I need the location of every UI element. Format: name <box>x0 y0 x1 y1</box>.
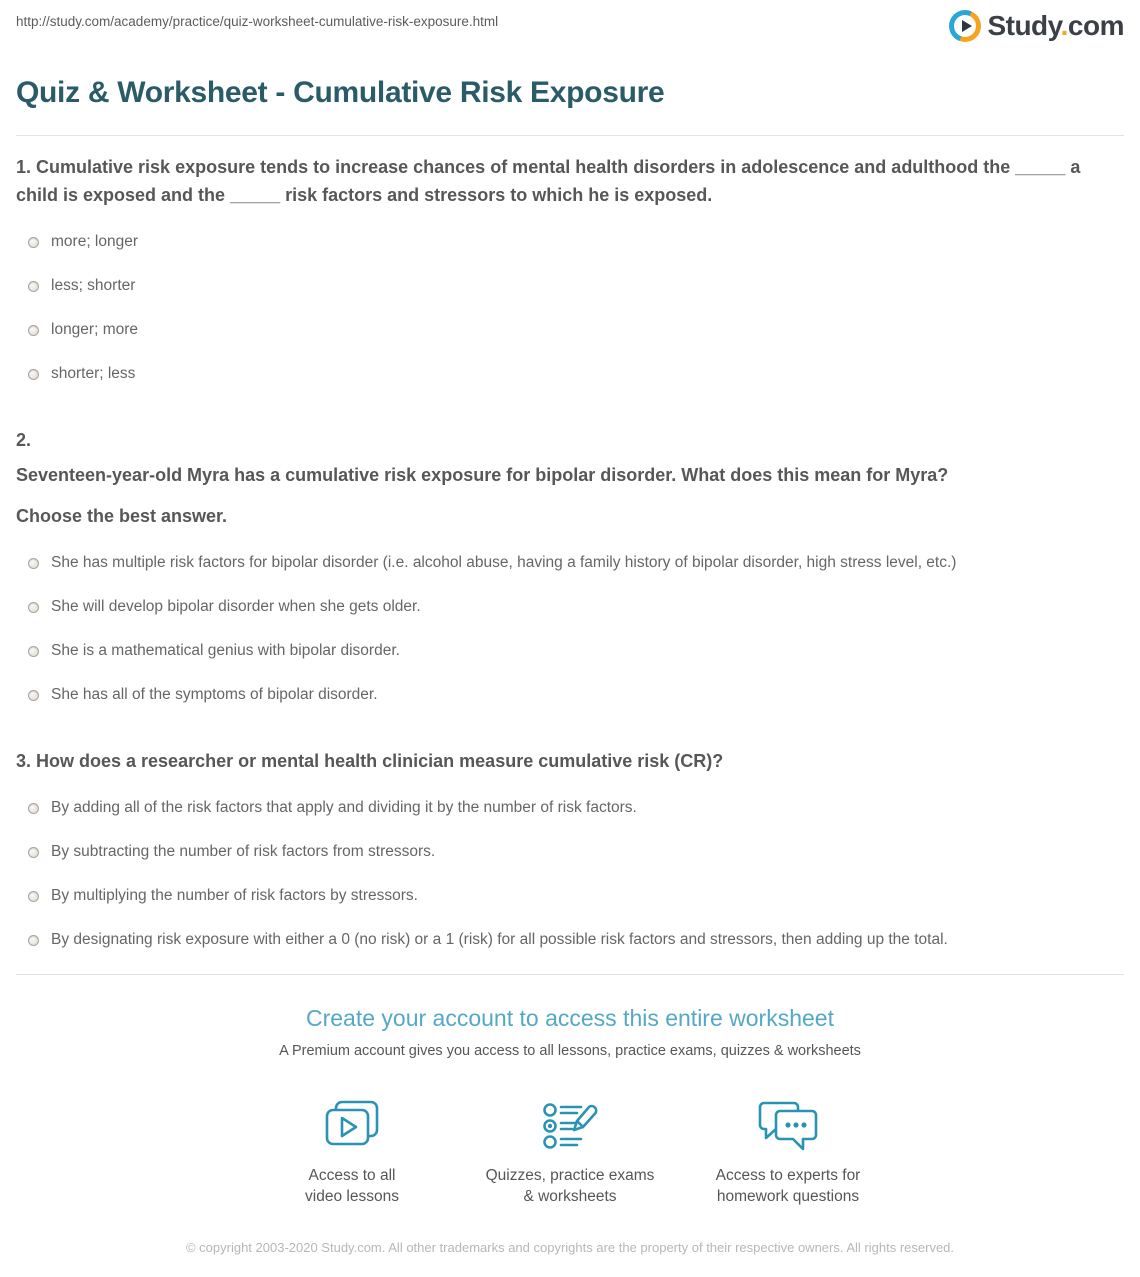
feature-label: Quizzes, practice exams & worksheets <box>485 1167 655 1205</box>
option-label[interactable]: She will develop bipolar disorder when she gets older. <box>51 598 421 615</box>
radio-button[interactable] <box>28 847 39 858</box>
page-header <box>16 0 1124 42</box>
option-row[interactable] <box>28 798 1124 818</box>
option-label[interactable]: By multiplying the number of risk factors by stressors. <box>51 887 418 904</box>
question-2-instruction: Choose the best answer. <box>16 506 228 526</box>
option-row[interactable] <box>28 232 1124 252</box>
option-label[interactable]: She has multiple risk factors for bipolar disorder (i.e. alcohol abuse, having a family history of bipolar disorder, high stress level, etc.) <box>51 554 957 571</box>
radio-button[interactable] <box>28 281 39 292</box>
question-2-prompt: Seventeen-year-old Myra has a cumulative risk exposure for bipolar disorder. What does this mean for Myra? <box>16 465 949 485</box>
question-3-options <box>16 798 1124 950</box>
quizzes-worksheets-icon <box>461 1095 679 1155</box>
option-row[interactable] <box>28 553 1124 573</box>
feature-quizzes-worksheets <box>461 1095 679 1207</box>
create-account-heading[interactable]: Create your account to access this entire worksheet <box>306 1005 834 1031</box>
page-url: http://study.com/academy/practice/quiz-worksheet-cumulative-risk-exposure.html <box>16 14 499 29</box>
option-row[interactable] <box>28 364 1124 384</box>
option-label[interactable]: By designating risk exposure with either a 0 (no risk) or a 1 (risk) for all possible risk factors and stressors, then adding up the total. <box>51 931 948 948</box>
option-label[interactable]: shorter; less <box>51 365 136 382</box>
radio-button[interactable] <box>28 558 39 569</box>
feature-video-lessons <box>243 1095 461 1207</box>
radio-button[interactable] <box>28 325 39 336</box>
question-3 <box>16 747 1124 950</box>
radio-button[interactable] <box>28 803 39 814</box>
option-row[interactable] <box>28 930 1124 950</box>
radio-button[interactable] <box>28 237 39 248</box>
option-row[interactable] <box>28 842 1124 862</box>
copyright-text: © copyright 2003-2020 Study.com. All other trademarks and copyrights are the property of their respective owners. All rights reserved. <box>185 1240 955 1255</box>
studycom-logo-text: Study.com <box>987 10 1124 41</box>
option-label[interactable]: longer; more <box>51 321 139 338</box>
option-label[interactable]: less; shorter <box>51 277 136 294</box>
question-2-options <box>16 553 1124 705</box>
chat-experts-icon <box>679 1095 897 1155</box>
video-lessons-icon <box>243 1095 461 1155</box>
option-label[interactable]: She is a mathematical genius with bipolar disorder. <box>51 642 400 659</box>
option-label[interactable]: She has all of the symptoms of bipolar disorder. <box>51 686 378 703</box>
question-1-prompt: 1. Cumulative risk exposure tends to increase chances of mental health disorders in adolescence and adulthood the _____ a child is exposed and the _____ risk factors and stressors to which he is exposed. <box>16 157 1081 205</box>
option-row[interactable] <box>28 320 1124 340</box>
studycom-logo[interactable] <box>949 10 1124 42</box>
option-label[interactable]: By adding all of the risk factors that apply and dividing it by the number of risk factors. <box>51 799 637 816</box>
option-row[interactable] <box>28 597 1124 617</box>
radio-button[interactable] <box>28 935 39 946</box>
radio-button[interactable] <box>28 646 39 657</box>
feature-homework-experts <box>679 1095 897 1207</box>
option-row[interactable] <box>28 276 1124 296</box>
option-row[interactable] <box>28 685 1124 705</box>
radio-button[interactable] <box>28 891 39 902</box>
option-label[interactable]: By subtracting the number of risk factors from stressors. <box>51 843 436 860</box>
option-row[interactable] <box>28 886 1124 906</box>
radio-button[interactable] <box>28 690 39 701</box>
radio-button[interactable] <box>28 369 39 380</box>
question-1 <box>16 153 1124 384</box>
feature-label: Access to experts for homework questions <box>715 1167 861 1205</box>
studycom-play-circle-icon <box>949 10 981 42</box>
feature-label: Access to all video lessons <box>305 1167 399 1205</box>
radio-button[interactable] <box>28 602 39 613</box>
option-label[interactable]: more; longer <box>51 233 139 250</box>
option-row[interactable] <box>28 641 1124 661</box>
question-3-prompt: 3. How does a researcher or mental health clinician measure cumulative risk (CR)? <box>16 751 724 771</box>
question-2-number: 2. <box>16 430 32 450</box>
question-2 <box>16 426 1124 705</box>
page-title: Quiz & Worksheet - Cumulative Risk Exposure <box>16 76 665 109</box>
title-divider <box>16 135 1124 136</box>
footer-divider <box>16 974 1124 975</box>
feature-list <box>16 1095 1124 1207</box>
premium-subheading: A Premium account gives you access to all lessons, practice exams, quizzes & worksheets <box>279 1043 861 1059</box>
question-1-options <box>16 232 1124 384</box>
